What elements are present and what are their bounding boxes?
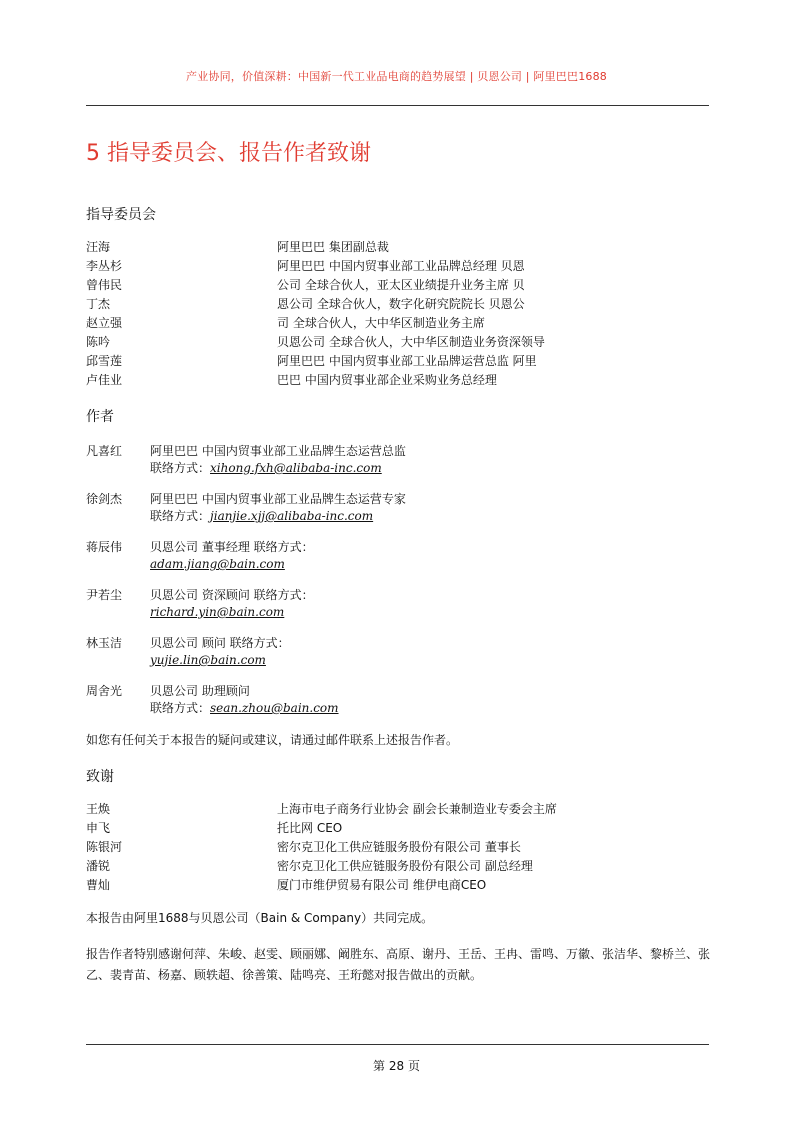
member-name: 卢佳业: [86, 373, 123, 387]
running-header: 产业协同，价值深耕：中国新一代工业品电商的趋势展望 | 贝恩公司 | 阿里巴巴1688: [186, 70, 607, 83]
author-title: 贝恩公司 助理顾问: [150, 684, 250, 698]
author-name: 凡喜红: [86, 444, 123, 458]
contact-label: 联络方式：: [150, 701, 211, 715]
author-contact: [150, 651, 266, 669]
authors-heading: 作者: [86, 409, 114, 425]
author-contact: [150, 603, 284, 621]
member-role: 贝恩公司 全球合伙人，大中华区制造业务资深领导: [277, 335, 545, 349]
author-contact: [150, 555, 285, 573]
member-name: 曾伟民: [86, 278, 123, 292]
author-email-link[interactable]: xihong.fxh@alibaba-inc.com: [210, 461, 382, 475]
author-title: 贝恩公司 顾问 联络方式：: [150, 636, 290, 650]
member-role: 恩公司 全球合伙人，数字化研究院院长 贝恩公: [277, 297, 525, 311]
member-name: 赵立强: [86, 316, 123, 330]
thanks-name: 曹灿: [86, 878, 111, 892]
author-name: 尹若尘: [86, 588, 123, 602]
thanks-role: 托比网 CEO: [277, 821, 343, 835]
authors-note: 如您有任何关于本报告的疑问或建议，请通过邮件联系上述报告作者。: [86, 733, 459, 747]
header-divider: [86, 105, 709, 106]
author-name: 蒋辰伟: [86, 540, 123, 554]
thanks-name: 陈银河: [86, 840, 123, 854]
page-number: 第 28 页: [373, 1059, 420, 1073]
author-email-link[interactable]: adam.jiang@bain.com: [150, 557, 285, 571]
member-name: 丁杰: [86, 297, 111, 311]
thanks-role: 上海市电子商务行业协会 副会长兼制造业专委会主席: [277, 802, 557, 816]
author-email-link[interactable]: yujie.lin@bain.com: [150, 653, 266, 667]
author-title: 贝恩公司 董事经理 联络方式：: [150, 540, 314, 554]
thanks-role: 密尔克卫化工供应链服务股份有限公司 副总经理: [277, 859, 533, 873]
author-email-link[interactable]: jianjie.xjj@alibaba-inc.com: [210, 509, 374, 523]
member-role: 公司 全球合伙人，亚太区业绩提升业务主席 贝: [277, 278, 525, 292]
member-name: 陈吟: [86, 335, 111, 349]
thanks-name: 王焕: [86, 802, 111, 816]
member-name: 邱雪莲: [86, 354, 123, 368]
author-contact: [150, 507, 373, 525]
member-name: 李丛杉: [86, 259, 123, 273]
contact-label: 联络方式：: [150, 461, 211, 475]
member-name: 汪海: [86, 240, 111, 254]
author-title: 阿里巴巴 中国内贸事业部工业品牌生态运营总监: [150, 444, 406, 458]
author-contact: [150, 699, 339, 717]
author-title: 贝恩公司 资深顾问 联络方式：: [150, 588, 314, 602]
author-name: 周舍光: [86, 684, 123, 698]
author-email-link[interactable]: richard.yin@bain.com: [150, 605, 285, 619]
thanks-name: 申飞: [86, 821, 111, 835]
member-role: 阿里巴巴 集团副总裁: [277, 240, 389, 254]
author-title: 阿里巴巴 中国内贸事业部工业品牌生态运营专家: [150, 492, 406, 506]
member-role: 巴巴 中国内贸事业部企业采购业务总经理: [277, 373, 497, 387]
footer-divider: [86, 1044, 709, 1045]
thanks-name: 潘锐: [86, 859, 111, 873]
author-email-link[interactable]: sean.zhou@bain.com: [210, 701, 339, 715]
thanks-heading: 致谢: [86, 769, 114, 785]
contact-label: 联络方式：: [150, 509, 211, 523]
author-name: 徐剑杰: [86, 492, 123, 506]
completion-note: 本报告由阿里1688与贝恩公司（Bain & Company）共同完成。: [86, 911, 434, 925]
thanks-role: 厦门市维伊贸易有限公司 维伊电商CEO: [277, 878, 487, 892]
member-role: 司 全球合伙人，大中华区制造业务主席: [277, 316, 485, 330]
acknowledgement-paragraph: 报告作者特别感谢何萍、朱峻、赵雯、顾丽娜、阚胜东、高原、谢丹、王岳、王冉、雷鸣、万徽、张洁华、黎桥兰、张乙、裴青苗、杨嘉、顾轶超、徐善策、陆鸣亮、王珩懿对报告做出的贡献。: [86, 947, 711, 982]
member-role: 阿里巴巴 中国内贸事业部工业品牌运营总监 阿里: [277, 354, 537, 368]
thanks-role: 密尔克卫化工供应链服务股份有限公司 董事长: [277, 840, 521, 854]
member-role: 阿里巴巴 中国内贸事业部工业品牌总经理 贝恩: [277, 259, 525, 273]
author-name: 林玉洁: [86, 636, 123, 650]
section-title: 5 指导委员会、报告作者致谢: [86, 141, 371, 166]
author-contact: [150, 459, 382, 477]
steering-heading: 指导委员会: [86, 207, 156, 223]
